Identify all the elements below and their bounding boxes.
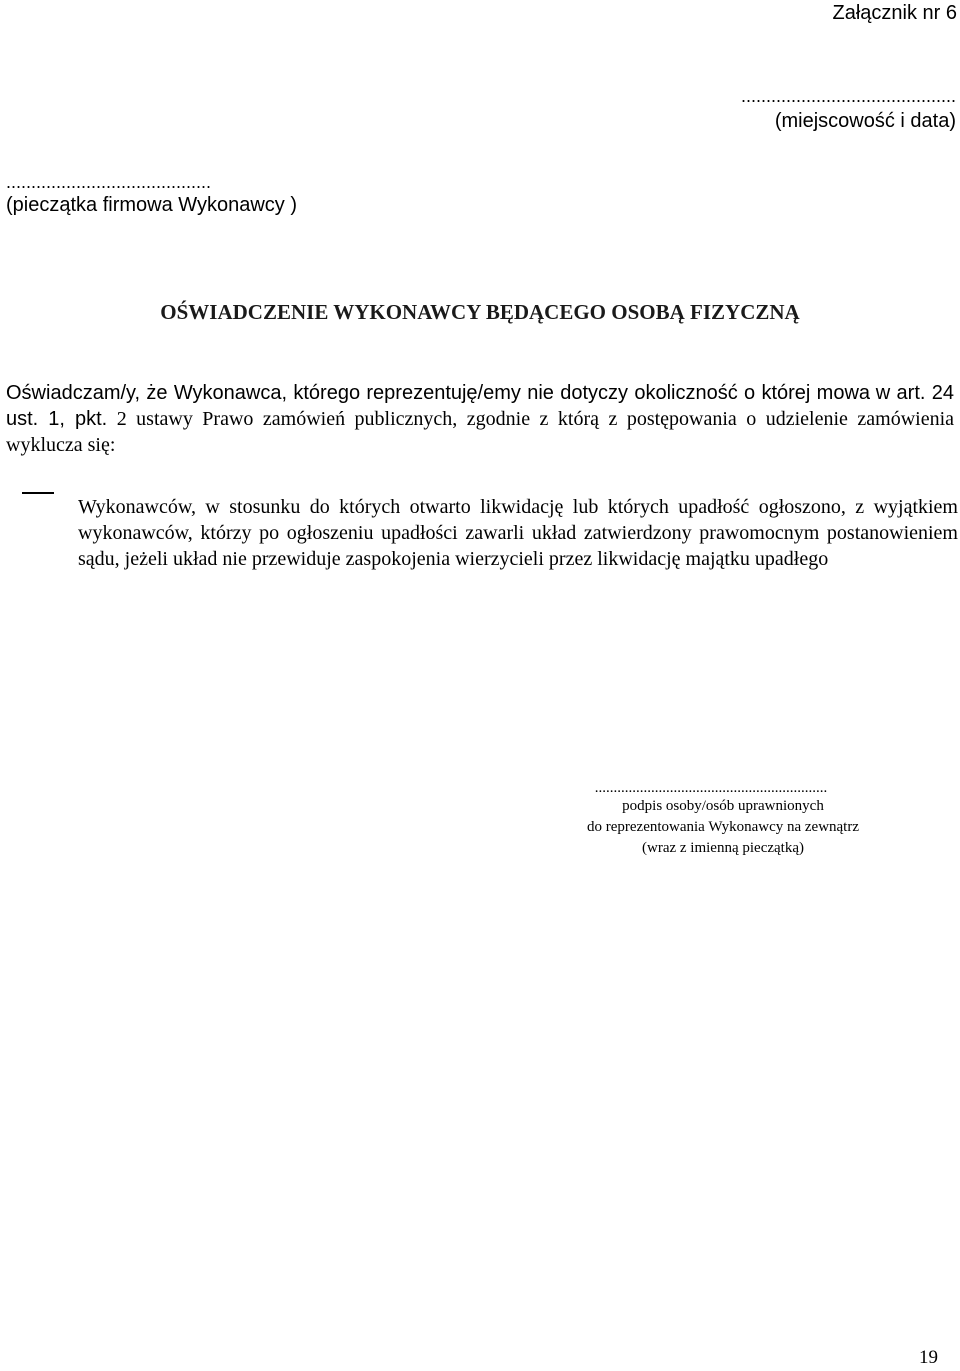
list-item: Wykonawców, w stosunku do których otwarto likwidację lub których upadłość ogłoszono, z wyjątkiem wykonawców, którzy po ogłoszeniu upadłości zawarli układ zatwierdzony prawomocnym postanowieniem sądu, jeżeli układ nie przewiduje zaspokojenia wierzycieli przez likwidację majątku upadłego — [78, 496, 958, 570]
signature-caption — [548, 796, 898, 859]
place-date-dots: ........................................... — [740, 86, 956, 106]
annex-label: Załącznik nr 6 — [832, 2, 957, 24]
stamp-dots: ......................................... — [6, 172, 212, 192]
statement-line-2-start: w art. 24 ust. 1, pkt. — [6, 382, 955, 430]
signature-caption-line-2: do reprezentowania Wykonawcy na zewnątrz — [586, 819, 860, 835]
place-date-label: (miejscowość i data) — [774, 110, 956, 132]
document-title: OŚWIADCZENIE WYKONAWCY BĘDĄCEGO OSOBĄ FIZYCZNĄ — [160, 300, 800, 324]
signature-dots: .............................................................. — [594, 780, 828, 796]
company-stamp-label: (pieczątka firmowa Wykonawcy ) — [6, 194, 298, 216]
statement-line-1: Oświadczam/y, że Wykonawca, którego reprezentuję/emy nie dotyczy okoliczność o której mowa — [6, 382, 871, 404]
statement-line-2-rest: 2 ustawy Prawo zamówień publicznych, zgodnie z którą z postępowania o udzielenie zamówienia wyklucza się: — [6, 408, 955, 456]
statement-paragraph — [6, 380, 954, 458]
signature-caption-line-1: podpis osoby/osób uprawnionych — [622, 798, 824, 814]
signature-caption-line-3: (wraz z imienną pieczątką) — [642, 840, 804, 856]
list-bullet-dash — [22, 492, 54, 494]
page-number: 19 — [919, 1347, 938, 1368]
